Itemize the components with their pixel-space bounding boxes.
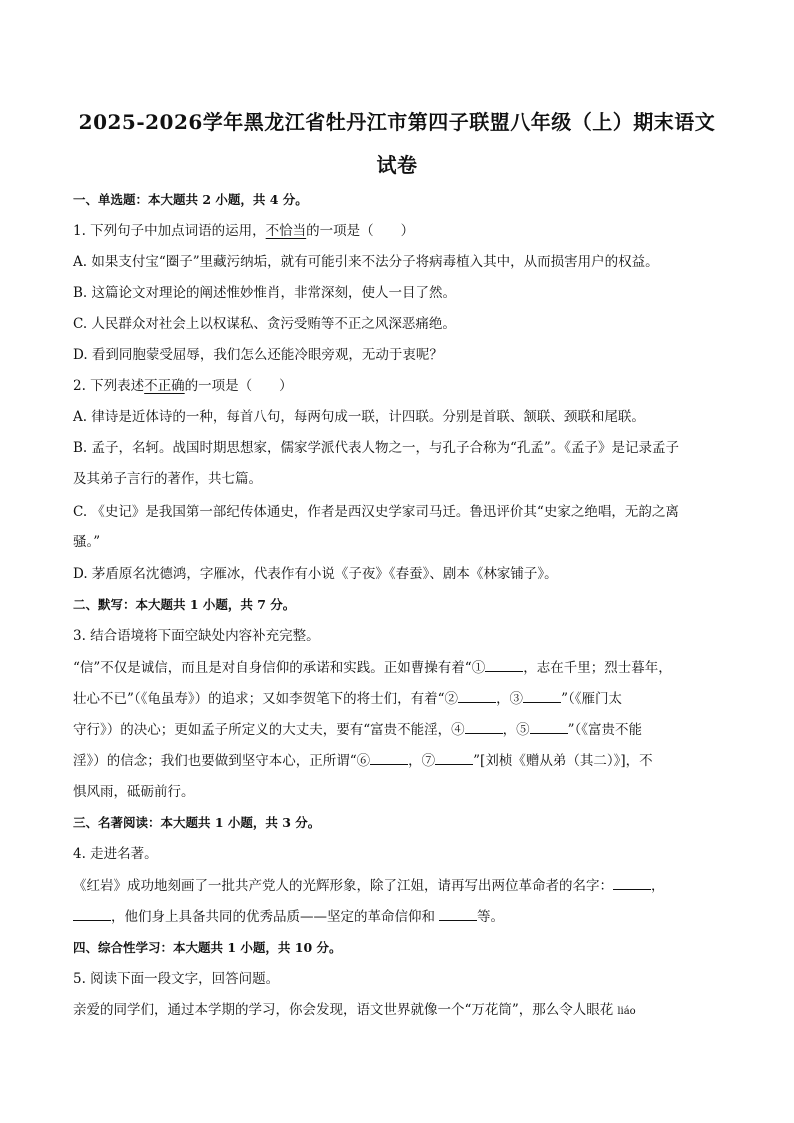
q2-stem-pre: 2. 下列表述 <box>73 378 145 394</box>
pinyin-annotation: liáo <box>617 1006 636 1017</box>
blank-6[interactable] <box>370 752 408 765</box>
question-4-stem: 4. 走进名著。 <box>73 846 158 862</box>
q3-passage-line4 <box>73 749 723 769</box>
exam-title-line1: 2025-2026学年黑龙江省牡丹江市第四子联盟八年级（上）期末语文 <box>78 110 716 134</box>
q3-passage-line5: 惧风雨，砥砺前行。 <box>73 784 195 800</box>
q4-text: 等。 <box>477 909 504 925</box>
blank-name-1[interactable] <box>613 877 651 890</box>
q1-option-c: C. 人民群众对社会上以权谋私、贪污受贿等不正之风深恶痛绝。 <box>73 316 456 332</box>
q5-text: 亲爱的同学们，通过本学期的学习，你会发现，语文世界就像一个“万花筒”，那么令人眼花 <box>73 1002 614 1018</box>
q5-line1 <box>73 998 723 1018</box>
question-2-stem <box>73 374 723 394</box>
question-5-stem: 5. 阅读下面一段文字，回答问题。 <box>73 971 280 987</box>
q4-text: 《红岩》成功地刻画了一批共产党人的光辉形象，除了江姐，请再写出两位革命者的名字： <box>73 878 613 894</box>
blank-1[interactable] <box>485 659 523 672</box>
q1-option-a: A. 如果支付宝“圈子”里藏污纳垢，就有可能引来不法分子将病毒植入其中，从而损害用户的权益。 <box>73 254 659 270</box>
section-single-choice: 一、单选题：本大题共 2 小题，共 4 分。 <box>73 192 308 207</box>
q3-text: ”[刘桢《赠从弟（其二）》]，不 <box>473 753 653 769</box>
q3-text: 守行》）的决心；更如孟子所定义的大丈夫，要有“富贵不能淫，④ <box>73 722 465 738</box>
q3-text: ”（《雁门太 <box>561 691 622 707</box>
q3-text: ，志在千里；烈士暮年， <box>523 660 672 676</box>
blank-3[interactable] <box>523 690 561 703</box>
q3-text: “信”不仅是诚信，而且是对自身信仰的承诺和实践。正如曹操有着“① <box>73 660 486 676</box>
section-comprehensive-learning: 四、综合性学习：本大题共 1 小题，共 10 分。 <box>73 940 342 955</box>
q4-text: ， <box>651 878 665 894</box>
blank-7[interactable] <box>435 752 473 765</box>
q2-option-d: D. 茅盾原名沈德鸿，字雁冰，代表作有小说《子夜》《春蚕》、剧本《林家铺子》。 <box>73 566 558 582</box>
blank-4[interactable] <box>465 721 503 734</box>
q2-option-c-line2: 骚。” <box>73 534 101 550</box>
q2-option-b-line2: 及其弟子言行的著作，共七篇。 <box>73 471 262 487</box>
q3-text: 壮心不已”（《龟虽寿》）的追求；又如李贺笔下的将士们，有着“② <box>73 691 459 707</box>
q2-option-a: A. 律诗是近体诗的一种，每首八句，每两句成一联，计四联。分别是首联、颔联、颈联和尾联。 <box>73 409 645 425</box>
q1-option-b: B. 这篇论文对理论的阐述惟妙惟肖，非常深刻，使人一目了然。 <box>73 285 457 301</box>
q4-line1 <box>73 874 723 894</box>
q1-stem-pre: 1. 下列句子中加点词语的运用， <box>73 223 266 239</box>
section-dictation: 二、默写：本大题共 1 小题，共 7 分。 <box>73 597 296 612</box>
section-classics-reading: 三、名著阅读：本大题共 1 小题，共 3 分。 <box>73 815 321 830</box>
q2-option-c-line1: C. 《史记》是我国第一部纪传体通史，作者是西汉史学家司马迁。鲁迅评价其“史家之绝唱，无韵之离 <box>73 504 679 520</box>
question-1-stem <box>73 219 723 239</box>
q1-stem-post: 的一项是（ ） <box>306 223 415 239</box>
blank-2[interactable] <box>458 690 496 703</box>
q4-line2 <box>73 905 723 925</box>
q2-stem-post: 的一项是（ ） <box>184 378 293 394</box>
exam-title-line2: 试卷 <box>376 153 418 177</box>
q3-passage-line1 <box>73 656 723 676</box>
q3-passage-line3 <box>73 718 723 738</box>
q3-text: ，⑤ <box>502 722 530 738</box>
q3-text: ，③ <box>496 691 524 707</box>
q3-text: 淫》）的信念；我们也要做到坚守本心，正所谓“⑥ <box>73 753 371 769</box>
q3-text: ，⑦ <box>408 753 436 769</box>
blank-name-2[interactable] <box>73 908 111 921</box>
q1-option-d: D. 看到同胞蒙受屈辱，我们怎么还能冷眼旁观，无动于衷呢？ <box>73 347 443 363</box>
q2-option-b-line1: B. 孟子，名轲。战国时期思想家，儒家学派代表人物之一，与孔子合称为“孔孟”。《孟子》是记录孟子 <box>73 440 680 456</box>
q1-stem-underlined: 不恰当 <box>265 223 307 239</box>
blank-5[interactable] <box>530 721 568 734</box>
q4-text: ，他们身上具备共同的优秀品质——坚定的革命信仰和 <box>111 909 435 925</box>
blank-quality[interactable] <box>439 908 477 921</box>
q3-text: ”（《富贵不能 <box>567 722 643 738</box>
q3-passage-line2 <box>73 687 723 707</box>
question-3-stem: 3. 结合语境将下面空缺处内容补充完整。 <box>73 628 320 644</box>
q2-stem-underlined: 不正确 <box>144 378 185 394</box>
